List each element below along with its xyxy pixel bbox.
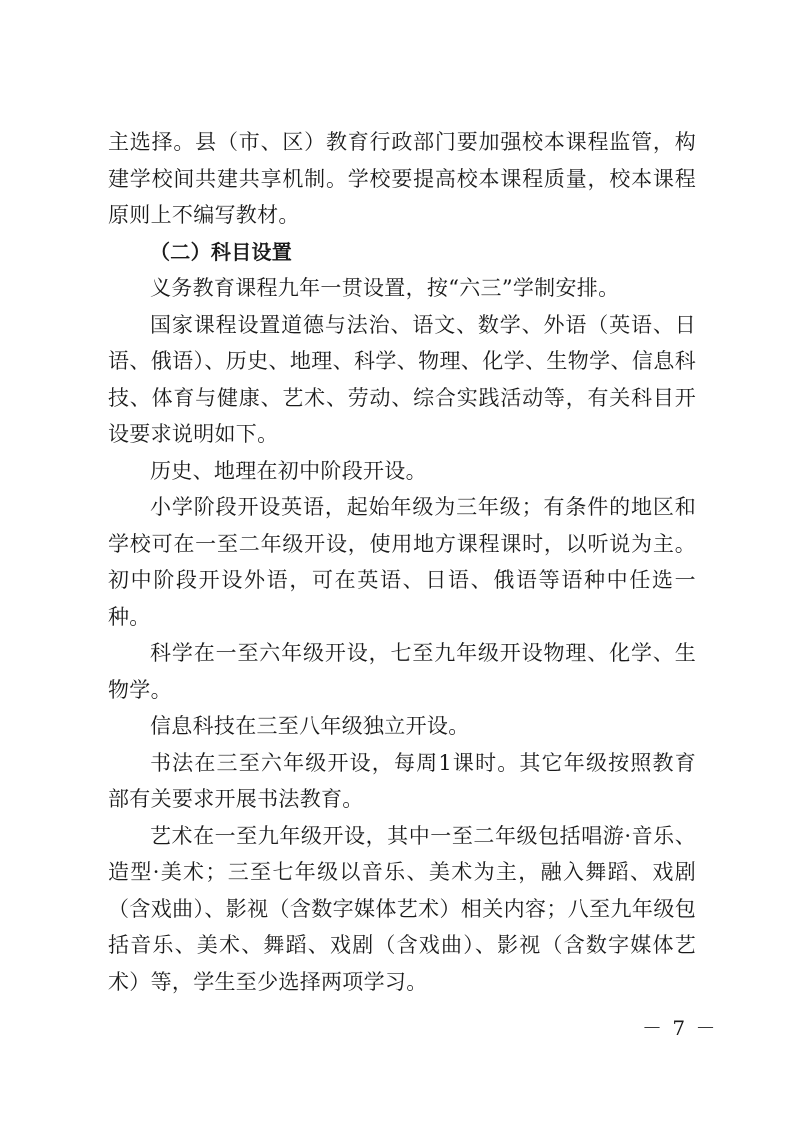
paragraph: 信息科技在三至八年级独立开设。 xyxy=(150,714,470,738)
paragraph: 书法在三至六年级开设，每周1课时。其它年级按照教育部有关要求开展书法教育。 xyxy=(108,750,696,811)
paragraph: 国家课程设置道德与法治、语文、数学、外语（英语、日语、俄语）、历史、地理、科学、物理、化学、生物学、信息科技、体育与健康、艺术、劳动、综合实践活动等，有关科目开设要求说明如下。 xyxy=(108,312,696,446)
paragraph: 义务教育课程九年一贯设置，按“六三”学制安排。 xyxy=(150,276,620,300)
paragraph: 历史、地理在初中阶段开设。 xyxy=(150,458,427,483)
paragraph: 艺术在一至九年级开设，其中一至二年级包括唱游·音乐、造型·美术；三至七年级以音乐、美术为主，融入舞蹈、戏剧（含戏曲）、影视（含数字媒体艺术）相关内容；八至九年级包括音乐、美术、舞蹈、戏剧（含戏曲）、影视（含数字媒体艺术）等，学生至少选择两项学习。 xyxy=(108,823,696,994)
paragraph: 小学阶段开设英语，起始年级为三年级；有条件的地区和学校可在一至二年级开设，使用地方课程课时，以听说为主。初中阶段开设外语，可在英语、日语、俄语等语种中任选一种。 xyxy=(108,495,696,629)
body-text xyxy=(108,124,696,1000)
paragraph: 科学在一至六年级开设，七至九年级开设物理、化学、生物学。 xyxy=(108,641,696,702)
section-heading: （二）科目设置 xyxy=(150,239,293,264)
page-number: － 7 － xyxy=(642,1016,718,1040)
paragraph: 主选择。县（市、区）教育行政部门要加强校本课程监管，构建学校间共建共享机制。学校要提高校本课程质量，校本课程原则上不编写教材。 xyxy=(108,130,696,227)
